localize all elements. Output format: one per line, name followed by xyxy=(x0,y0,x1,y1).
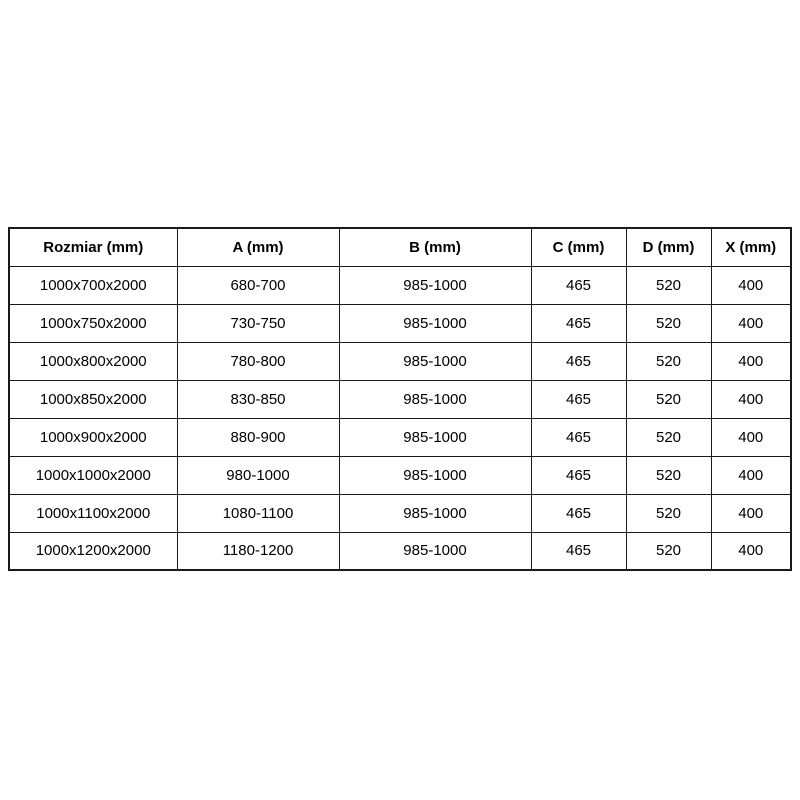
header-row xyxy=(9,228,791,266)
table-cell: 1180-1200 xyxy=(177,532,339,570)
table-cell: 400 xyxy=(711,266,791,304)
table-cell: 400 xyxy=(711,418,791,456)
table-cell: 400 xyxy=(711,304,791,342)
table-cell: 1000x750x2000 xyxy=(9,304,177,342)
table-cell: 400 xyxy=(711,342,791,380)
table-cell: 1000x1100x2000 xyxy=(9,494,177,532)
table-cell: 1080-1100 xyxy=(177,494,339,532)
table-row xyxy=(9,342,791,380)
table-cell: 1000x850x2000 xyxy=(9,380,177,418)
table-cell: 780-800 xyxy=(177,342,339,380)
table-cell: 830-850 xyxy=(177,380,339,418)
column-header: A (mm) xyxy=(177,228,339,266)
table-row xyxy=(9,380,791,418)
table-cell: 520 xyxy=(626,494,711,532)
column-header: C (mm) xyxy=(531,228,626,266)
column-header: B (mm) xyxy=(339,228,531,266)
table-cell: 1000x1000x2000 xyxy=(9,456,177,494)
table-row xyxy=(9,456,791,494)
table-cell: 985-1000 xyxy=(339,456,531,494)
table-cell: 1000x900x2000 xyxy=(9,418,177,456)
table-body xyxy=(9,266,791,570)
table-cell: 980-1000 xyxy=(177,456,339,494)
table-cell: 880-900 xyxy=(177,418,339,456)
column-header: Rozmiar (mm) xyxy=(9,228,177,266)
table-cell: 1000x800x2000 xyxy=(9,342,177,380)
table-cell: 985-1000 xyxy=(339,304,531,342)
table-cell: 465 xyxy=(531,418,626,456)
table-cell: 520 xyxy=(626,456,711,494)
table-cell: 985-1000 xyxy=(339,342,531,380)
dimensions-table xyxy=(8,227,792,571)
table-cell: 1000x700x2000 xyxy=(9,266,177,304)
table-cell: 985-1000 xyxy=(339,418,531,456)
table-cell: 520 xyxy=(626,266,711,304)
table-cell: 465 xyxy=(531,342,626,380)
table-cell: 520 xyxy=(626,418,711,456)
table-cell: 400 xyxy=(711,380,791,418)
column-header: X (mm) xyxy=(711,228,791,266)
table-cell: 400 xyxy=(711,494,791,532)
table-cell: 730-750 xyxy=(177,304,339,342)
table-cell: 680-700 xyxy=(177,266,339,304)
table-row xyxy=(9,304,791,342)
table-cell: 465 xyxy=(531,456,626,494)
table-row xyxy=(9,494,791,532)
table-cell: 465 xyxy=(531,380,626,418)
table-cell: 400 xyxy=(711,532,791,570)
table-cell: 520 xyxy=(626,342,711,380)
table-row xyxy=(9,418,791,456)
table-cell: 465 xyxy=(531,494,626,532)
table-cell: 465 xyxy=(531,266,626,304)
table-cell: 520 xyxy=(626,304,711,342)
table-cell: 400 xyxy=(711,456,791,494)
table-cell: 985-1000 xyxy=(339,494,531,532)
column-header: D (mm) xyxy=(626,228,711,266)
table-cell: 520 xyxy=(626,532,711,570)
table-cell: 520 xyxy=(626,380,711,418)
table-cell: 465 xyxy=(531,304,626,342)
table-cell: 985-1000 xyxy=(339,380,531,418)
table-cell: 1000x1200x2000 xyxy=(9,532,177,570)
table-row xyxy=(9,266,791,304)
table-cell: 985-1000 xyxy=(339,266,531,304)
table-cell: 465 xyxy=(531,532,626,570)
table-row xyxy=(9,532,791,570)
table-cell: 985-1000 xyxy=(339,532,531,570)
